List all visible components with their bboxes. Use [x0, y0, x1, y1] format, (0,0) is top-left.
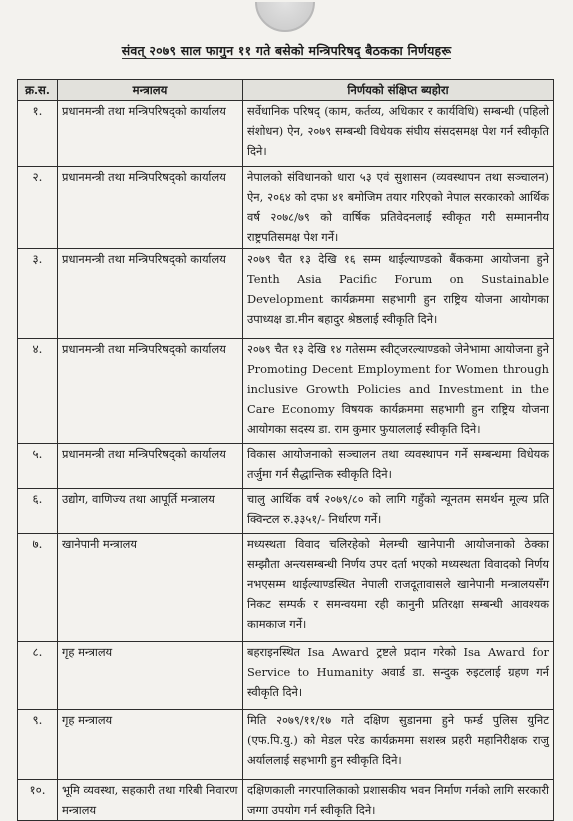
row-ministry: प्रधानमन्त्री तथा मन्त्रिपरिषद्को कार्यालय [58, 444, 243, 489]
row-serial-number: ८. [18, 642, 58, 710]
table-header-row [18, 80, 554, 101]
government-emblem-icon [255, 2, 317, 32]
row-ministry: भूमि व्यवस्था, सहकारी तथा गरिबी निवारण मन्त्रालय [58, 780, 243, 821]
table-row [18, 642, 554, 710]
table-row [18, 534, 554, 642]
row-serial-number: १०. [18, 780, 58, 821]
table-row [18, 101, 554, 167]
row-decision: मध्यस्थता विवाद चलिरहेको मेलम्ची खानेपानी आयोजनाको ठेक्का सम्झौता अन्त्यसम्बन्धी निर्णय उपर दर्ता भएको मध्यस्थता विवादको निर्णय नभएसम्म थाईल्याण्डस्थित नेपाली राजदूतावासले खानेपानी मन्त्रालयसँग निकट सम्पर्क र समन्वयमा रही कानुनी प्रतिरक्षा सम्बन्धी आवश्यक कामकाज गर्ने। [243, 534, 554, 642]
row-ministry: उद्योग, वाणिज्य तथा आपूर्ति मन्त्रालय [58, 489, 243, 534]
row-decision: मिति २०७९/११/१७ गते दक्षिण सुडानमा हुने फर्म्ड पुलिस युनिट (एफ.पि.यु.) को मेडल परेड कार्यक्रममा सशस्त्र प्रहरी महानिरीक्षक राजु अर्याललाई सहभागी हुन स्वीकृति दिने। [243, 710, 554, 780]
row-serial-number: ९. [18, 710, 58, 780]
column-header-sn: क्र.स. [18, 80, 58, 101]
row-decision: चालु आर्थिक वर्ष २०७९/८० को लागि गहुँको न्यूनतम समर्थन मूल्य प्रति क्विन्टल रु.३३५१/- निर्धारण गर्ने। [243, 489, 554, 534]
table-row [18, 780, 554, 821]
table-row [18, 167, 554, 249]
row-ministry: प्रधानमन्त्री तथा मन्त्रिपरिषद्को कार्यालय [58, 167, 243, 249]
row-serial-number: २. [18, 167, 58, 249]
table-row [18, 444, 554, 489]
table-row [18, 339, 554, 444]
row-ministry: प्रधानमन्त्री तथा मन्त्रिपरिषद्को कार्यालय [58, 101, 243, 167]
row-decision: विकास आयोजनाको सञ्चालन तथा व्यवस्थापन गर्ने सम्बन्धमा विधेयक तर्जुमा गर्न सैद्धान्तिक स्वीकृति दिने। [243, 444, 554, 489]
table-row [18, 249, 554, 339]
row-decision: २०७९ चैत १३ देखि १६ सम्म थाईल्याण्डको बैंककमा आयोजना हुने Tenth Asia Pacific Forum on Sustainable Development कार्यक्रममा सहभागी हुन राष्ट्रिय योजना आयोगका उपाध्यक्ष डा.मीन बहादुर श्रेष्ठलाई स्वीकृति दिने। [243, 249, 554, 339]
table-row [18, 489, 554, 534]
page-title: संवत् २०७९ साल फागुन ११ गते बसेको मन्त्रिपरिषद् बैठकका निर्णयहरू [121, 43, 452, 58]
row-decision: बहराइनस्थित Isa Award ट्रष्टले प्रदान गरेको Isa Award for Service to Humanity अवार्ड डा. सन्दुक रुइटलाई ग्रहण गर्न स्वीकृति दिने। [243, 642, 554, 710]
row-serial-number: ७. [18, 534, 58, 642]
row-serial-number: ४. [18, 339, 58, 444]
column-header-ministry: मन्त्रालय [58, 80, 243, 101]
table-row [18, 710, 554, 780]
row-decision: दक्षिणकाली नगरपालिकाको प्रशासकीय भवन निर्माण गर्नको लागि सरकारी जग्गा उपयोग गर्न स्वीकृति दिने। [243, 780, 554, 821]
row-decision: नेपालको संविधानको धारा ५३ एवं सुशासन (व्यवस्थापन तथा सञ्चालन) ऐन, २०६४ को दफा ४१ बमोजिम तयार गरिएको नेपाल सरकारको आर्थिक वर्ष २०७८/७९ को वार्षिक प्रतिवेदनलाई स्वीकृत गरी सम्माननीय राष्ट्रपतिसमक्ष पेश गर्ने। [243, 167, 554, 249]
row-serial-number: ५. [18, 444, 58, 489]
row-ministry: गृह मन्त्रालय [58, 710, 243, 780]
row-decision: २०७९ चैत १३ देखि १४ गतेसम्म स्वीट्जरल्याण्डको जेनेभामा आयोजना हुने Promoting Decent Employment for Women through inclusive Growth Policies and Investment in the Care Economy विषयक कार्यक्रममा सहभागी हुन राष्ट्रिय योजना आयोगका सदस्य डा. राम कुमार फुयाललाई स्वीकृति दिने। [243, 339, 554, 444]
row-serial-number: ६. [18, 489, 58, 534]
decisions-table [17, 79, 554, 821]
row-serial-number: १. [18, 101, 58, 167]
row-serial-number: ३. [18, 249, 58, 339]
row-ministry: प्रधानमन्त्री तथा मन्त्रिपरिषद्को कार्यालय [58, 339, 243, 444]
column-header-decision: निर्णयको संक्षिप्त ब्यहोरा [243, 80, 554, 101]
row-ministry: खानेपानी मन्त्रालय [58, 534, 243, 642]
row-ministry: गृह मन्त्रालय [58, 642, 243, 710]
row-decision: सर्वेधानिक परिषद् (काम, कर्तव्य, अधिकार र कार्यविधि) सम्बन्धी (पहिलो संशोधन) ऐन, २०७९ सम्बन्धी विधेयक संघीय संसदसमक्ष पेश गर्न स्वीकृति दिने। [243, 101, 554, 167]
row-ministry: प्रधानमन्त्री तथा मन्त्रिपरिषद्को कार्यालय [58, 249, 243, 339]
